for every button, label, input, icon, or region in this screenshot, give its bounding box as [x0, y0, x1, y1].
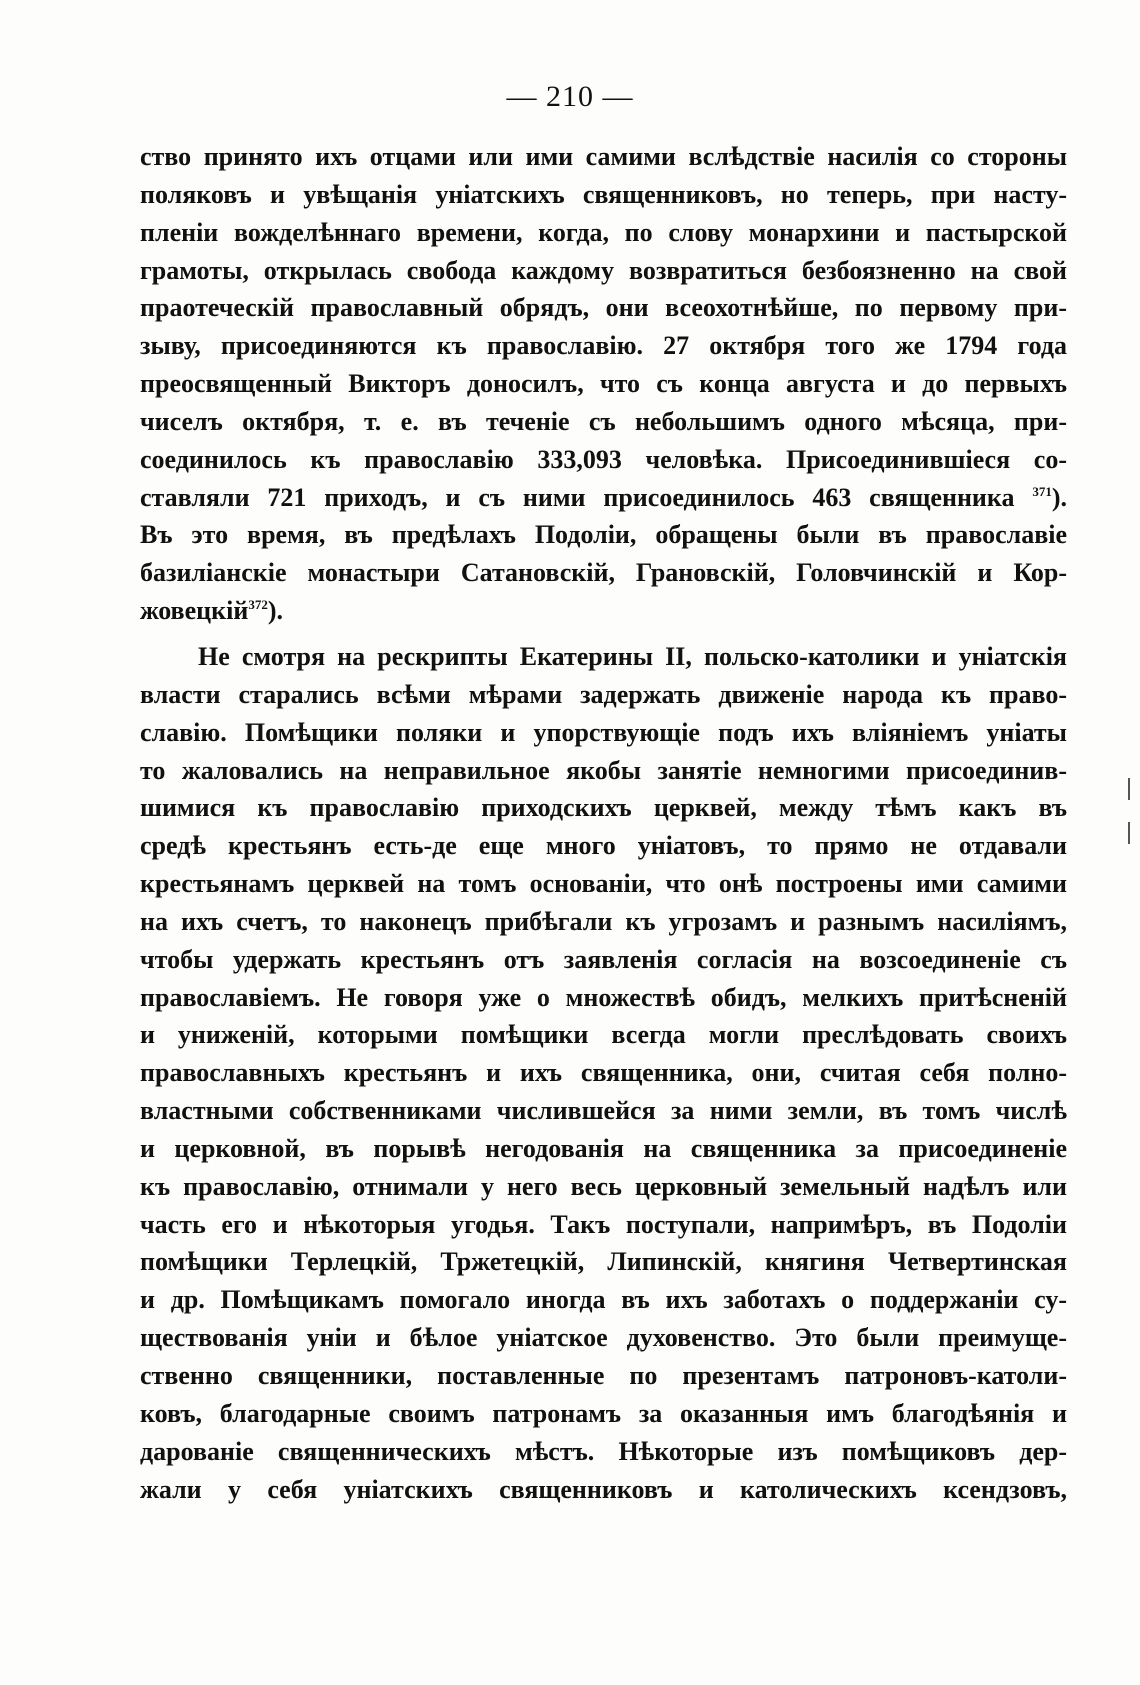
text-line: средѣ крестьянъ есть-де еще много уніатовъ, то прямо не отдавали: [140, 831, 1067, 861]
text-line: чтобы удержать крестьянъ отъ заявленія согласія на возсоединеніе съ: [140, 944, 1067, 974]
text-line: преосвященный Викторъ доносилъ, что съ конца августа и до первыхъ: [140, 369, 1067, 399]
page-number: — 210 —: [506, 80, 634, 113]
paragraph-gap: [140, 630, 1067, 638]
text-line: ство принято ихъ отцами или ими самими вслѣдствіе насилія со стороны: [140, 142, 1067, 171]
text-line: Не смотря на рескрипты Екатерины II, польско-католики и уніатскія: [198, 641, 1067, 671]
footnote-tail: ).: [1051, 482, 1067, 512]
text-line-segment: жовецкій: [140, 596, 249, 626]
text-line: часть его и нѣкоторыя угодья. Такъ поступали, напримѣръ, въ Подоліи: [140, 1209, 1067, 1239]
text-line: базиліанскіе монастыри Сатановскій, Грановскій, Головчинскій и Кор-: [140, 558, 1067, 588]
text-line: славію. Помѣщики поляки и упорствующіе подъ ихъ вліяніемъ уніаты: [140, 717, 1067, 747]
body-text: [140, 138, 1067, 1508]
text-line: ществованія уніи и бѣлое уніатское духовенство. Это были преимуще-: [140, 1323, 1067, 1353]
text-line: [140, 592, 1067, 630]
text-line: поляковъ и увѣщанія уніатскихъ священниковъ, но теперь, при насту-: [140, 179, 1067, 209]
text-line: и др. Помѣщикамъ помогало иногда въ ихъ заботахъ о поддержаніи су-: [140, 1285, 1067, 1315]
text-line: православныхъ крестьянъ и ихъ священника, они, считая себя полно-: [140, 1058, 1067, 1088]
text-line: на ихъ счетъ, то наконецъ прибѣгали къ угрозамъ и разнымъ насиліямъ,: [140, 906, 1067, 936]
text-line: властными собственниками числившейся за ними земли, въ томъ числѣ: [140, 1096, 1067, 1126]
text-line: жали у себя уніатскихъ священниковъ и католическихъ ксендзовъ,: [140, 1474, 1067, 1504]
text-line-segment: ставляли 721 приходъ, и съ ними присоединилось 463 священника: [140, 482, 1015, 512]
text-line: чиселъ октября, т. е. въ теченіе съ небольшимъ одного мѣсяца, при-: [140, 406, 1067, 436]
footnote-ref-371: 371: [1032, 483, 1052, 499]
text-line: власти старались всѣми мѣрами задержать движеніе народа къ право-: [140, 679, 1067, 709]
text-line: дарованіе священническихъ мѣстъ. Нѣкоторые изъ помѣщиковъ дер-: [140, 1436, 1067, 1466]
text-line: ковъ, благодарные своимъ патронамъ за оказанныя имъ благодѣянія и: [140, 1398, 1067, 1428]
text-line: то жаловались на неправильное якобы занятіе немногими присоединив-: [140, 755, 1067, 785]
text-line: и церковной, въ порывѣ негодованія на священника за присоединеніе: [140, 1133, 1067, 1163]
text-line: къ православію, отнимали у него весь церковный земельный надѣлъ или: [140, 1171, 1067, 1201]
scan-mark: [1128, 778, 1130, 800]
text-line: пленіи вожделѣннаго времени, когда, по слову монархини и пастырской: [140, 217, 1067, 247]
text-line: и униженій, которыми помѣщики всегда могли преслѣдовать своихъ: [140, 1020, 1067, 1050]
text-line: Въ это время, въ предѣлахъ Подоліи, обращены были въ православіе: [140, 520, 1067, 550]
footnote-tail: ).: [267, 596, 283, 626]
text-line: помѣщики Терлецкій, Тржетецкій, Липинскій, княгиня Четвертинская: [140, 1247, 1067, 1277]
text-line: грамоты, открылась свобода каждому возвратиться безбоязненно на свой: [140, 255, 1067, 285]
text-line: праотеческій православный обрядъ, они всеохотнѣйше, по первому при-: [140, 293, 1067, 323]
text-line: зыву, присоединяются къ православію. 27 октября того же 1794 года: [140, 331, 1067, 361]
text-line: шимися къ православію приходскихъ церквей, между тѣмъ какъ въ: [140, 793, 1067, 823]
text-line: православіемъ. Не говоря уже о множествѣ обидъ, мелкихъ притѣсненій: [140, 982, 1067, 1012]
text-line: ственно священники, поставленные по презентамъ патроновъ-католи-: [140, 1361, 1067, 1390]
footnote-ref-372: 372: [248, 597, 268, 613]
text-line: соединилось къ православію 333,093 человѣка. Присоединившіеся со-: [140, 444, 1067, 474]
scan-mark: [1128, 822, 1130, 844]
text-line: [140, 479, 1067, 517]
text-line: крестьянамъ церквей на томъ основаніи, что онѣ построены ими самими: [140, 869, 1067, 899]
